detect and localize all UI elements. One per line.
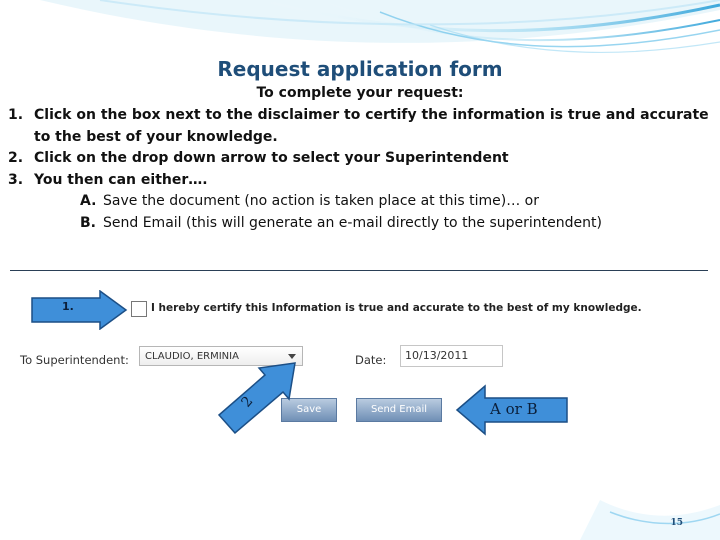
page-number: 15: [670, 518, 683, 528]
callout-2-label: 2: [238, 393, 257, 411]
instruction-step-3: [0, 170, 715, 192]
step-text: Click on the box next to the disclaimer to certify the information is true and accurate to the best of your knowledge.: [34, 107, 709, 145]
date-label: Date:: [355, 353, 387, 367]
step-text: Click on the drop down arrow to select your Superintendent: [34, 150, 509, 166]
step-number: 1.: [8, 107, 24, 123]
superintendent-value: CLAUDIO, ERMINIA: [145, 351, 239, 362]
step-number: 2.: [8, 150, 24, 166]
instruction-substep-b: [0, 213, 715, 235]
callout-ab-label: A or B: [490, 400, 538, 418]
substep-letter: B.: [80, 214, 96, 231]
certify-checkbox[interactable]: [131, 301, 147, 317]
instruction-list: [0, 105, 715, 234]
instruction-step-1: [0, 105, 715, 148]
substep-letter: A.: [80, 193, 97, 209]
slide-subtitle: To complete your request:: [256, 85, 464, 101]
step-number: 3.: [8, 171, 24, 188]
substep-text: Send Email (this will generate an e-mail directly to the superintendent): [103, 214, 602, 231]
superintendent-label: To Superintendent:: [20, 353, 129, 367]
callout-arrow-1: [30, 290, 128, 330]
callout-arrow-2: [213, 355, 303, 435]
instruction-step-2: [0, 148, 715, 170]
instruction-substep-a: [0, 191, 715, 213]
substep-text: Save the document (no action is taken place at this time)… or: [103, 193, 539, 209]
send-email-button[interactable]: Send Email: [356, 398, 442, 422]
certify-label: I hereby certify this Information is true and accurate to the best of my knowledge.: [151, 302, 642, 314]
slide-title: Request application form: [217, 57, 503, 81]
step-text: You then can either….: [34, 171, 208, 188]
date-field[interactable]: 10/13/2011: [400, 345, 503, 367]
callout-1-label: 1.: [62, 300, 74, 313]
save-button[interactable]: Save: [281, 398, 337, 422]
section-divider: [10, 270, 708, 271]
